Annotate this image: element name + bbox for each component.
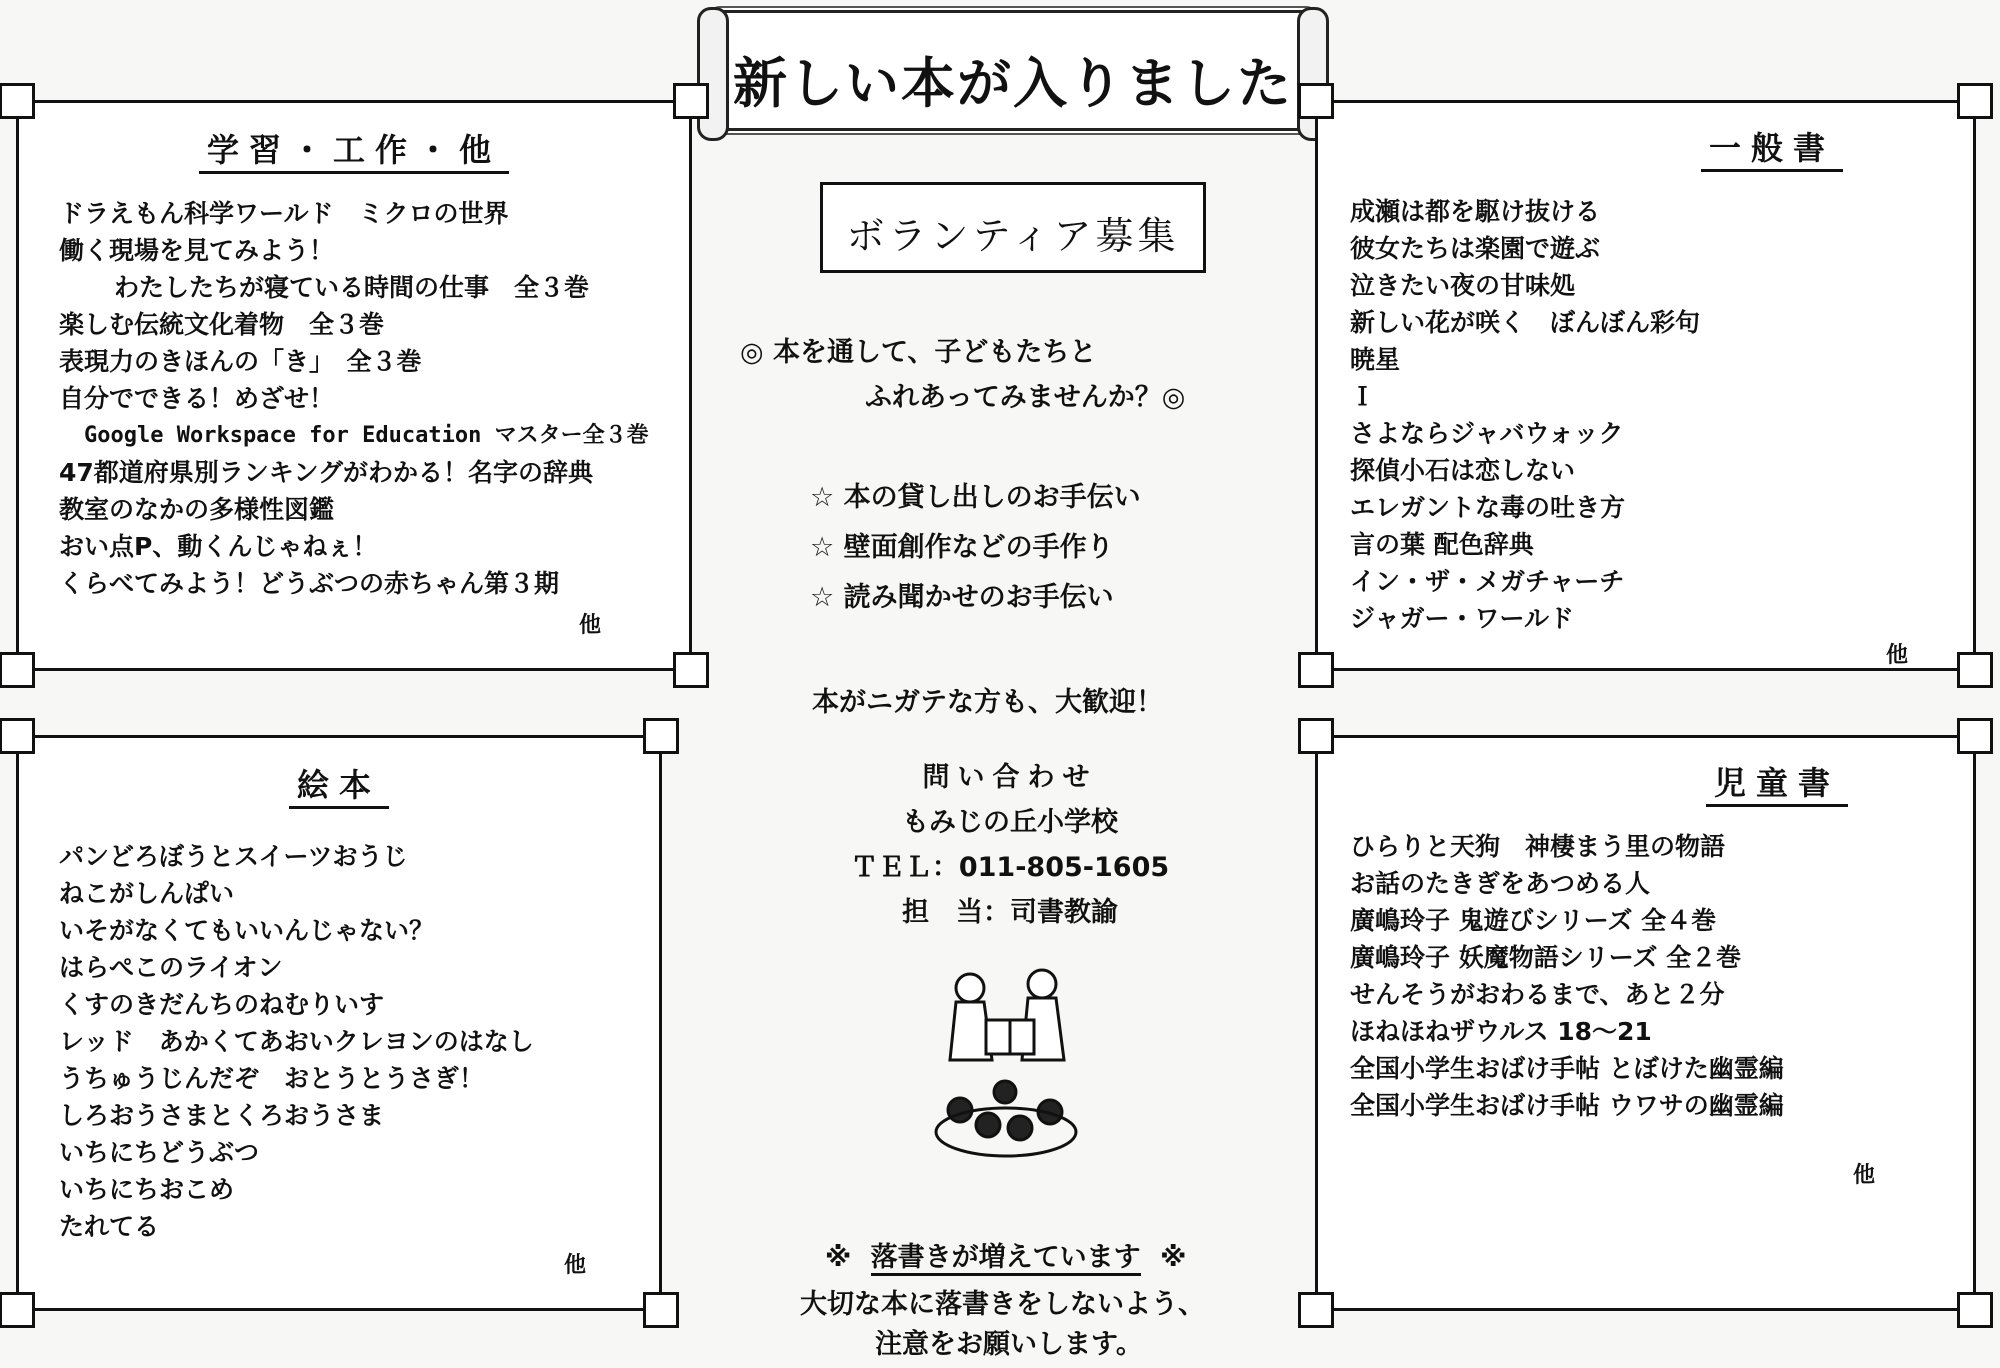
list-item: いちにちおこめ: [59, 1175, 235, 1204]
list-item: パンどろぼうとスイーツおうじ: [59, 842, 408, 871]
panel-corner: [0, 1292, 35, 1328]
children-books-other: 他: [1853, 1163, 1876, 1188]
panel-corner: [673, 652, 709, 688]
list-item: お話のたきぎをあつめる人: [1350, 869, 1651, 898]
children-books-panel: [1315, 735, 1976, 1311]
list-item: さよならジャバウォック: [1350, 419, 1624, 448]
list-item: ジャガー・ワールド: [1350, 604, 1575, 633]
volunteer-title-box: [820, 182, 1206, 273]
list-item: ほねほねザウルス 18～21: [1350, 1017, 1652, 1046]
page-title: 新しい本が入りました: [733, 52, 1293, 115]
picture-books-panel: [16, 735, 662, 1311]
panel-corner: [1957, 652, 1993, 688]
list-item: 廣嶋玲子 妖魔物語シリーズ 全２巻: [1350, 943, 1742, 972]
picture-books-list: [59, 838, 534, 1245]
list-item: 表現力のきほんの「き」 全３巻: [59, 347, 422, 376]
notice-line2: 注意をお願いします。: [875, 1329, 1143, 1360]
panel-corner: [1298, 652, 1334, 688]
list-item: Ｉ: [1350, 382, 1376, 411]
list-item: 言の葉 配色辞典: [1350, 530, 1534, 559]
panel-corner: [1957, 1292, 1993, 1328]
list-item: 成瀬は都を駆け抜ける: [1350, 197, 1601, 226]
notice-suffix: ※: [1160, 1242, 1187, 1273]
list-item: うちゅうじんだぞ おとうとうさぎ！: [59, 1064, 485, 1093]
general-books-list: [1350, 193, 1700, 637]
panel-corner: [1957, 83, 1993, 119]
volunteer-intro-line1: ◎ 本を通して、子どもたちと: [740, 337, 1097, 368]
panel-corner: [0, 83, 35, 119]
notice-prefix: ※: [825, 1242, 852, 1273]
list-item: 全国小学生おばけ手帖 とぼけた幽霊編: [1350, 1054, 1784, 1083]
list-item: 廣嶋玲子 鬼遊びシリーズ 全４巻: [1350, 906, 1717, 935]
study-other: 他: [579, 613, 602, 638]
list-item: 教室のなかの多様性図鑑: [59, 495, 335, 524]
contact-school: もみじの丘小学校: [902, 807, 1118, 838]
list-item: おい点P、動くんじゃねぇ！: [59, 532, 378, 561]
notice-line1: 大切な本に落書きをしないよう、: [800, 1289, 1205, 1320]
list-item: ひらりと天狗 神棲まう里の物語: [1350, 832, 1726, 861]
volunteer-task: ☆ 本の貸し出しのお手伝い: [810, 482, 1141, 513]
study-heading: 学習・工作・他: [19, 125, 689, 171]
list-item: 泣きたい夜の甘味処: [1350, 271, 1576, 300]
list-item: 彼女たちは楽園で遊ぶ: [1350, 234, 1601, 263]
contact-heading: 問い合わせ: [922, 762, 1098, 793]
list-item: 探偵小石は恋しない: [1350, 456, 1576, 485]
panel-corner: [0, 718, 35, 754]
general-books-heading: 一般書: [1318, 123, 1973, 169]
page-title-banner: [710, 10, 1316, 131]
panel-corner: [643, 1292, 679, 1328]
list-item: イン・ザ・メガチャーチ: [1350, 567, 1625, 596]
general-books-other: 他: [1886, 643, 1909, 668]
list-item: せんそうがおわるまで、あと２分: [1350, 980, 1725, 1009]
list-item: しろおうさまとくろおうさま: [59, 1101, 385, 1130]
children-reading-illustration: [930, 960, 1090, 1164]
list-item: いそがなくてもいいんじゃない？: [59, 916, 435, 945]
panel-corner: [1298, 83, 1334, 119]
panel-corner: [643, 718, 679, 754]
volunteer-intro-line2: ふれあってみませんか？◎: [865, 382, 1186, 413]
list-item: わたしたちが寝ている時間の仕事 全３巻: [114, 273, 590, 302]
volunteer-task: ☆ 読み聞かせのお手伝い: [810, 582, 1114, 613]
children-books-heading: 児童書: [1318, 758, 1973, 804]
volunteer-title: ボランティア募集: [846, 214, 1180, 258]
list-item: エレガントな毒の吐き方: [1350, 493, 1626, 522]
list-item: 47都道府県別ランキングがわかる！名字の辞典: [59, 458, 594, 487]
list-item: レッド あかくてあおいクレヨンのはなし: [59, 1027, 534, 1056]
study-book-list: [59, 195, 649, 602]
list-item: 働く現場を見てみよう！: [59, 236, 335, 265]
notice-headline-text: 落書きが増えています: [871, 1242, 1141, 1276]
picture-books-other: 他: [564, 1253, 587, 1278]
general-books-panel: [1315, 100, 1976, 671]
panel-corner: [1957, 718, 1993, 754]
study-crafts-panel: [16, 100, 692, 671]
contact-tel: ＴＥＬ：011-805-1605: [850, 852, 1170, 883]
welcome-message: 本がニガテな方も、大歓迎！: [812, 687, 1163, 718]
list-item: たれてる: [59, 1212, 160, 1241]
list-item: くらべてみよう！どうぶつの赤ちゃん第３期: [59, 569, 560, 598]
list-item: 自分でできる！めざせ！: [59, 384, 335, 413]
list-item: 新しい花が咲く ぼんぼん彩句: [1350, 308, 1701, 337]
contact-person: 担 当：司書教諭: [902, 897, 1118, 928]
list-item: くすのきだんちのねむりいす: [59, 990, 385, 1019]
list-item: 暁星: [1350, 345, 1401, 374]
panel-corner: [1298, 718, 1334, 754]
list-item: 全国小学生おばけ手帖 ウワサの幽霊編: [1350, 1091, 1784, 1120]
notice-headline: [825, 1235, 1186, 1274]
list-item: ドラえもん科学ワールド ミクロの世界: [59, 199, 509, 228]
panel-corner: [0, 652, 35, 688]
volunteer-task: ☆ 壁面創作などの手作り: [810, 532, 1114, 563]
picture-books-heading: 絵本: [19, 760, 659, 806]
list-item: はらぺこのライオン: [59, 953, 283, 982]
list-item: いちにちどうぶつ: [59, 1138, 260, 1167]
children-books-list: [1350, 828, 1784, 1124]
list-item: ねこがしんぱい: [59, 879, 235, 908]
list-item: 楽しむ伝統文化着物 全３巻: [59, 310, 385, 339]
list-item: Google Workspace for Education マスター全３巻: [84, 423, 649, 448]
panel-corner: [1298, 1292, 1334, 1328]
panel-corner: [673, 83, 709, 119]
